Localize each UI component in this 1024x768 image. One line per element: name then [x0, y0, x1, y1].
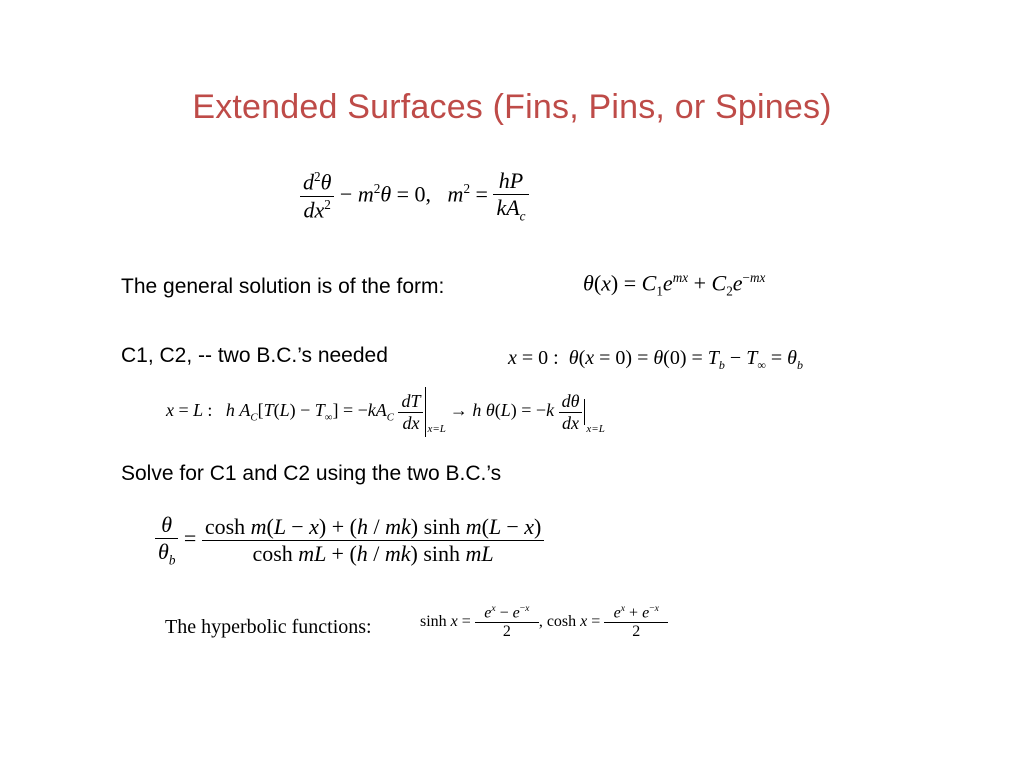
solution-equation: $\frac{\theta}{\theta_b}$ = $\frac{\text{cosh m(L − x) + (h / mk) sinh m(L − x)}}{\text{cosh mL + (h / mk) sinh mL}}$ [155, 512, 544, 568]
governing-equation: $\frac{d^2\theta}{dx^2}$ − $m^2\theta = 0$, $m^2$ = $\frac{hP}{kA_c}$ [300, 168, 529, 224]
bc-needed-text: C1, C2, -- two B.C.’s needed [121, 344, 388, 367]
hyperbolic-text: The hyperbolic functions: [165, 616, 372, 638]
general-solution-text: The general solution is of the form: [121, 275, 445, 298]
bc-x0-equation: x = 0 : $\theta(x = 0) = \theta(0) = T_b - T_\infty = \theta_b$ [508, 347, 803, 372]
bc-xL-equation: x = L : h $A_C[T(L) - T_\infty] = -kA_C$ $\frac{dT}{dx}$ x=L→ h θ(L) = −k $\frac{d\theta}{dx}$ x=L [166, 387, 609, 437]
hyperbolic-equation: sinh x = $\frac{e^x - e^{-x}}{2}$ , cosh x = $\frac{e^x + e^{-x}}{2}$ [420, 603, 668, 641]
solve-text: Solve for C1 and C2 using the two B.C.’s [121, 462, 502, 485]
general-solution-equation: $\theta(x) = C_1e^{mx} + C_2e^{-mx}$ [583, 270, 766, 299]
slide-title: Extended Surfaces (Fins, Pins, or Spines) [192, 88, 832, 126]
